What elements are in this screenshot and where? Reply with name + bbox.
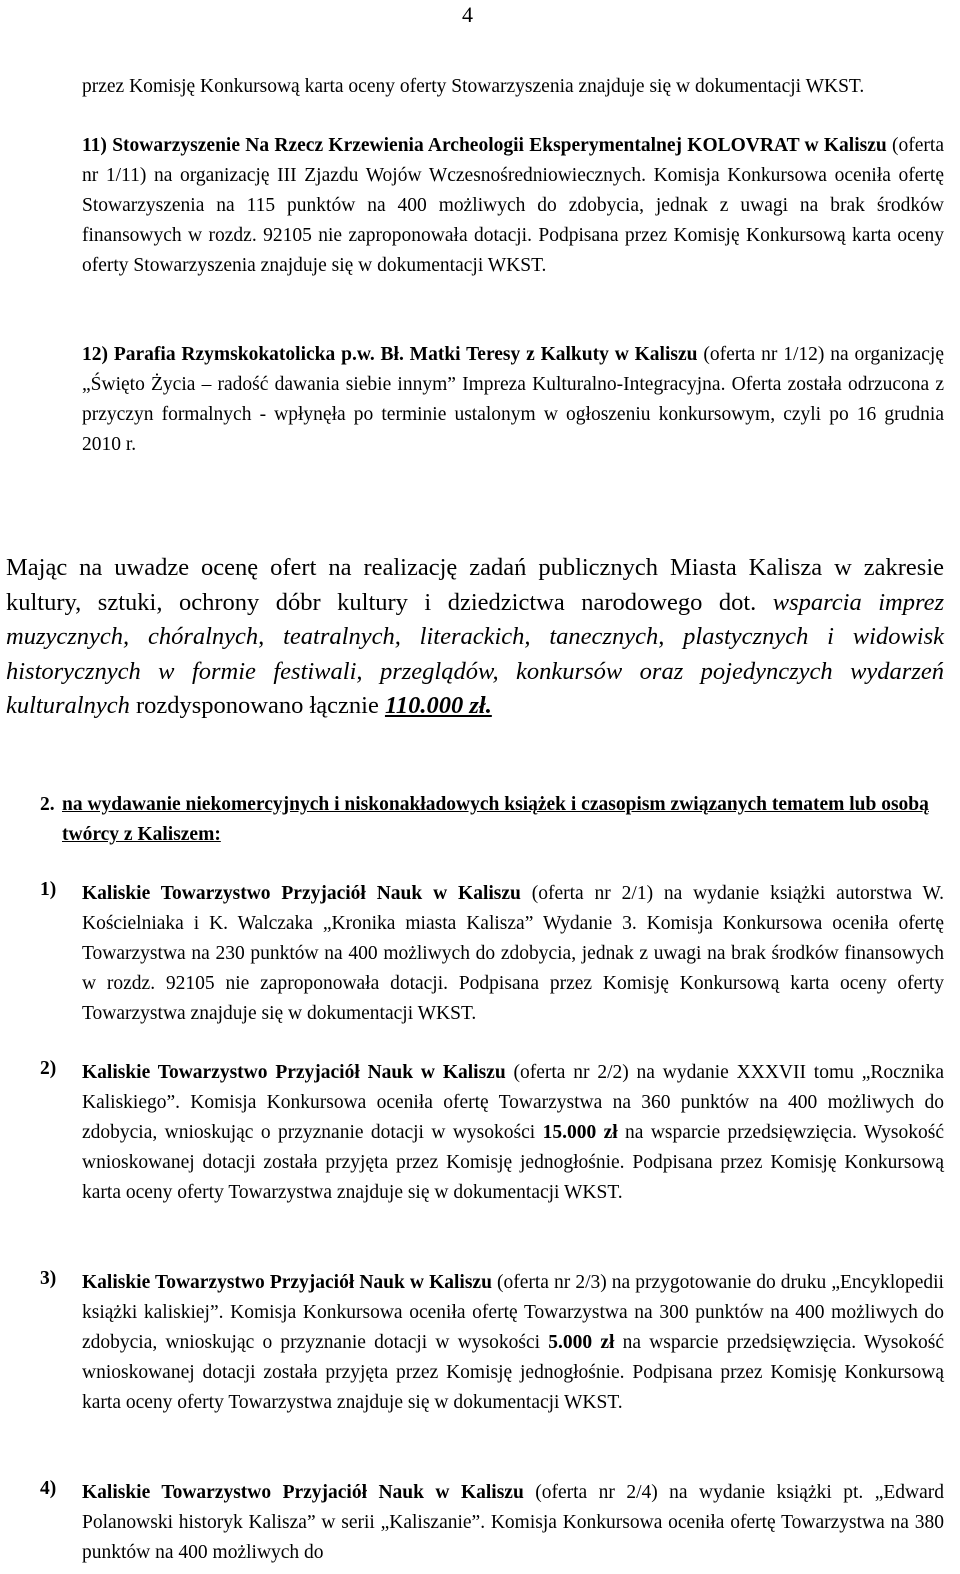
item-4	[82, 1478, 944, 1568]
item-3-amount: 5.000 zł	[548, 1332, 615, 1353]
summary-text-italic: wsparcia imprez muzycznych, chóralnych, teatralnych, literackich, tanecznych, plastycznych i widowisk historycznych w formie festiwali, przeglądów, konkursów oraz pojedynczych wydarzeń kulturalnych	[6, 588, 945, 720]
section-2-title: na wydawanie niekomercyjnych i niskonakładowych książek i czasopism związanych tematem lub osobą twórcy z Kaliszem:	[62, 794, 929, 845]
paragraph-continuation: przez Komisję Konkursową karta oceny oferty Stowarzyszenia znajduje się w dokumentacji WKST.	[82, 76, 865, 97]
section-2-heading	[40, 790, 944, 850]
item-11-text: (oferta nr 1/11) na organizację III Zjazdu Wojów Wczesnośredniowiecznych. Komisja Konkursowa oceniła ofertę Stowarzyszenia na 115 punktów na 400 możliwych do zdobycia, jednak z uwagi na brak środków finansowych w rozdz. 92105 nie zaproponowała dotacji. Podpisana przez Komisję Konkursową karta oceny oferty Stowarzyszenia znajduje się w dokumentacji WKST.	[82, 135, 944, 276]
item-2-text-b: na wsparcie przedsięwzięcia. Wysokość wnioskowanej dotacji została przyjęta przez Komisję jednogłośnie. Podpisana przez Komisję Konkursową karta oceny oferty Towarzystwa znajduje się w dokumentacji WKST.	[82, 1122, 945, 1203]
summary-text-end: rozdysponowano łącznie	[129, 692, 385, 720]
item-3	[82, 1268, 944, 1418]
item-1	[82, 879, 944, 1029]
item-3-text-a: (oferta nr 2/3) na przygotowanie do druku „Encyklopedii książki kaliskiej”. Komisja Konkursowa oceniła ofertę Towarzystwa na 300 punktów na 400 możliwych do zdobycia, wnioskując o przyznanie dotacji w wysokości	[82, 1272, 944, 1353]
item-12-text: (oferta nr 1/12) na organizację „Święto Życia – radość dawania siebie innym” Impreza Kulturalno-Integracyjna. Oferta została odrzucona z przyczyn formalnych - wpłynęła po terminie ustalonym w ogłoszeniu konkursowym, czyli po 16 grudnia 2010 r.	[82, 344, 944, 455]
summary-paragraph	[6, 551, 944, 724]
item-11-name: 11) Stowarzyszenie Na Rzecz Krzewienia Archeologii Eksperymentalnej KOLOVRAT w Kaliszu	[82, 135, 887, 156]
item-12	[82, 340, 944, 460]
item-1-number: 1)	[40, 879, 57, 900]
section-2-number: 2.	[40, 794, 55, 815]
item-2-number: 2)	[40, 1058, 57, 1079]
item-3-name: Kaliskie Towarzystwo Przyjaciół Nauk w Kaliszu	[82, 1272, 492, 1293]
summary-text-start: Mając na uwadze ocenę ofert na realizację zadań publicznych Miasta Kalisza w zakresie kultury, sztuki, ochrony dóbr kultury i dziedzictwa narodowego dot.	[6, 554, 944, 616]
item-2-name: Kaliskie Towarzystwo Przyjaciół Nauk w Kaliszu	[82, 1062, 506, 1083]
item-12-name: 12) Parafia Rzymskokatolicka p.w. Bł. Matki Teresy z Kalkuty w Kaliszu	[82, 344, 698, 365]
item-4-name: Kaliskie Towarzystwo Przyjaciół Nauk w Kaliszu	[82, 1482, 524, 1503]
item-1-text: (oferta nr 2/1) na wydanie książki autorstwa W. Kościelniaka i K. Walczaka „Kronika miasta Kalisza” Wydanie 3. Komisja Konkursowa oceniła ofertę Towarzystwa na 230 punktów na 400 możliwych do zdobycia, jednak z uwagi na brak środków finansowych w rozdz. 92105 nie zaproponowała dotacji. Podpisana przez Komisję Konkursową karta oceny oferty Towarzystwa znajduje się w dokumentacji WKST.	[82, 883, 944, 1024]
item-2-amount: 15.000 zł	[542, 1122, 618, 1143]
item-2	[82, 1058, 944, 1208]
item-11	[82, 131, 944, 281]
item-4-number: 4)	[40, 1478, 57, 1499]
page-number: 4	[462, 2, 473, 27]
summary-amount: 110.000 zł.	[384, 692, 492, 720]
item-3-text-b: na wsparcie przedsięwzięcia. Wysokość wnioskowanej dotacji została przyjęta przez Komisję jednogłośnie. Podpisana przez Komisję Konkursową karta oceny oferty Towarzystwa znajduje się w dokumentacji WKST.	[82, 1332, 945, 1413]
item-3-number: 3)	[40, 1268, 57, 1289]
item-2-text-a: (oferta nr 2/2) na wydanie XXXVII tomu „Rocznika Kaliskiego”. Komisja Konkursowa oceniła ofertę Towarzystwa na 360 punktów na 400 możliwych do zdobycia, wnioskując o przyznanie dotacji w wysokości	[82, 1062, 944, 1143]
item-1-name: Kaliskie Towarzystwo Przyjaciół Nauk w Kaliszu	[82, 883, 521, 904]
item-4-text: (oferta nr 2/4) na wydanie książki pt. „Edward Polanowski historyk Kalisza” w serii „Kaliszanie”. Komisja Konkursowa oceniła ofertę Towarzystwa na 380 punktów na 400 możliwych do	[82, 1482, 944, 1563]
